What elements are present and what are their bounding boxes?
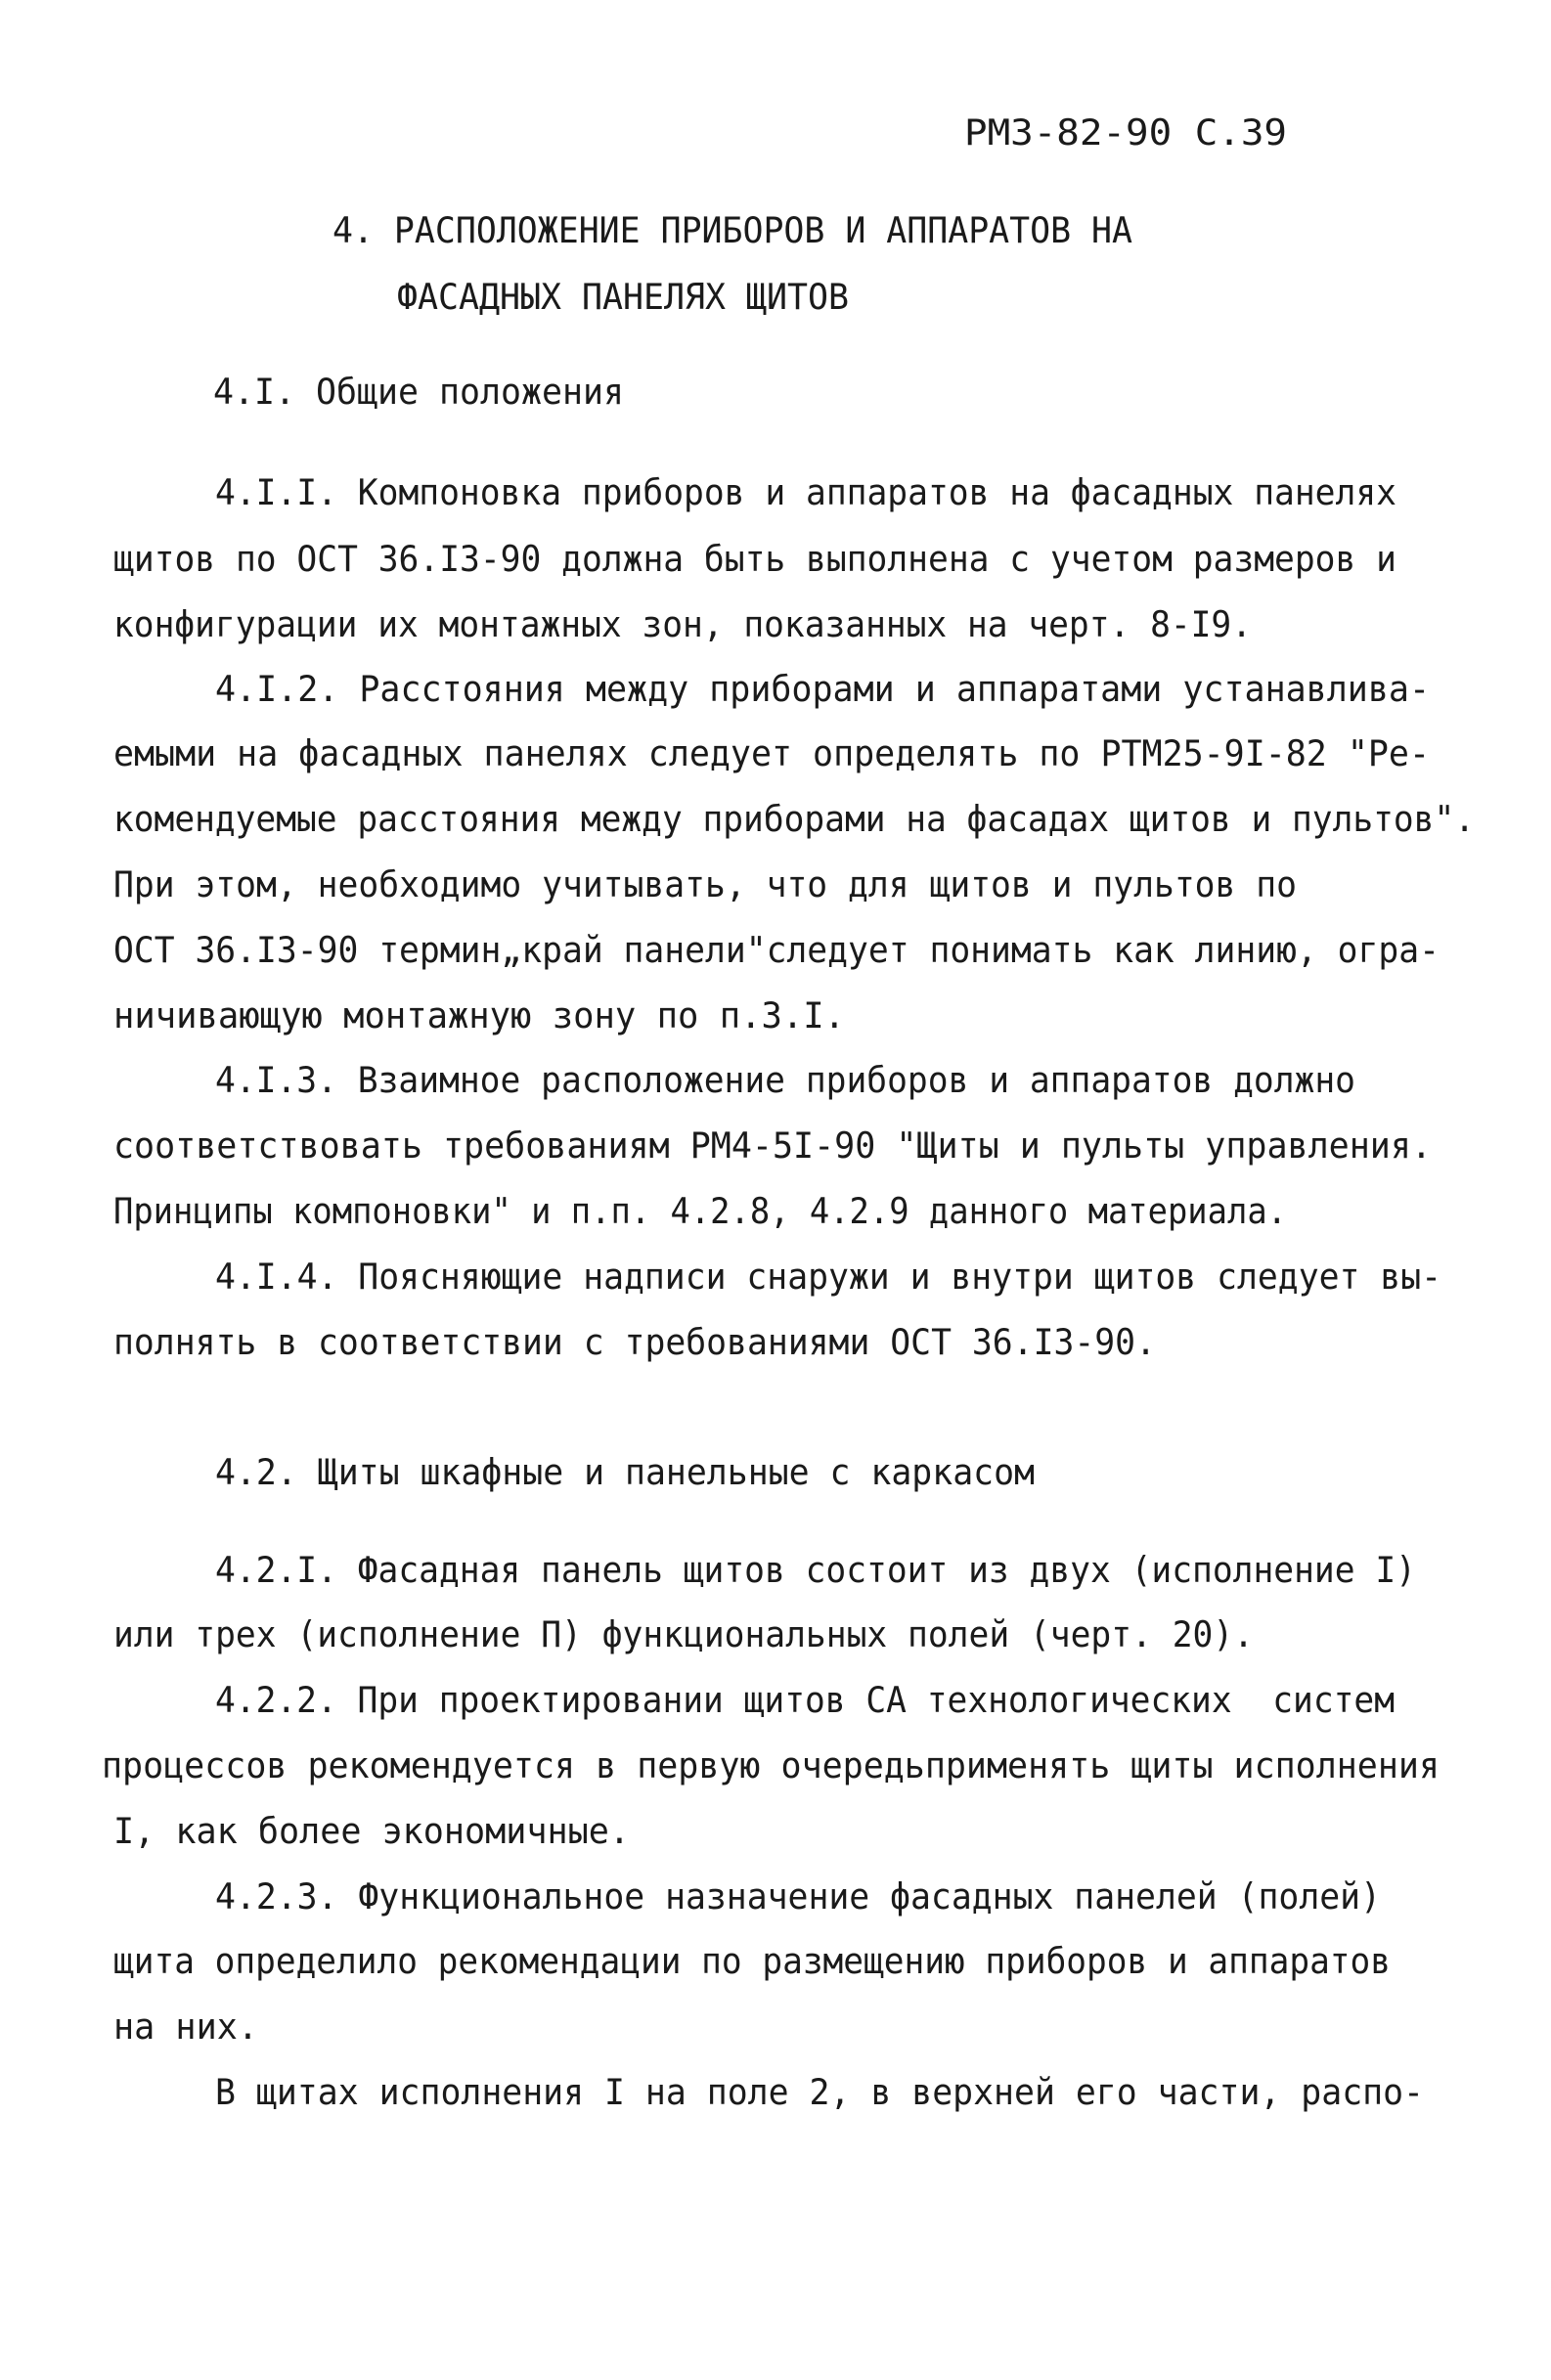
- section-title-line-1: 4. РАСПОЛОЖЕНИЕ ПРИБОРОВ И АППАРАТОВ НА: [332, 209, 1132, 251]
- paragraph-4-2-1-line-1: 4.2.I. Фасадная панель щитов состоит из двух (исполнение I): [215, 1549, 1416, 1591]
- paragraph-4-1-2-line-4: При этом, необходимо учитывать, что для щитов и пультов по: [113, 863, 1297, 905]
- section-title-line-2: ФАСАДНЫХ ПАНЕЛЯХ ЩИТОВ: [397, 276, 849, 318]
- paragraph-4-1-1-line-2: щитов по ОСТ 36.I3-90 должна быть выполнена с учетом размеров и: [113, 538, 1396, 580]
- paragraph-4-2-2-line-3: I, как более экономичные.: [113, 1810, 630, 1852]
- subsection-heading-4-1: 4.I. Общие положения: [213, 371, 624, 413]
- paragraph-4-2-2-line-2: процессов рекомендуется в первую очередьприменять щиты исполнения: [102, 1744, 1440, 1786]
- page-reference: РМЗ-82-90 С.39: [964, 111, 1287, 154]
- paragraph-4-1-4-line-2: полнять в соответствии с требованиями ОСТ 36.I3-90.: [113, 1321, 1156, 1363]
- paragraph-4-1-3-line-3: Принципы компоновки" и п.п. 4.2.8, 4.2.9 данного материала.: [113, 1190, 1287, 1232]
- paragraph-4-2-1-line-2: или трех (исполнение П) функциональных полей (черт. 20).: [113, 1613, 1254, 1655]
- paragraph-4-1-1-line-1: 4.I.I. Компоновка приборов и аппаратов на фасадных панелях: [215, 471, 1396, 513]
- paragraph-4-1-2-line-5: ОСТ 36.I3-90 термин„край панели"следует понимать как линию, огра-: [113, 929, 1440, 971]
- subsection-heading-4-2: 4.2. Щиты шкафные и панельные с каркасом: [215, 1451, 1035, 1493]
- paragraph-4-1-2-line-6: ничивающую монтажную зону по п.3.I.: [113, 994, 845, 1036]
- paragraph-4-1-2-line-1: 4.I.2. Расстояния между приборами и аппаратами устанавлива-: [215, 668, 1430, 710]
- paragraph-4-2-3-line-2: щита определило рекомендации по размещению приборов и аппаратов: [113, 1940, 1391, 1982]
- paragraph-4-1-4-line-1: 4.I.4. Поясняющие надписи снаружи и внутри щитов следует вы-: [215, 1256, 1441, 1298]
- paragraph-4-2-3-line-3: на них.: [113, 2005, 258, 2048]
- paragraph-4-1-3-line-1: 4.I.3. Взаимное расположение приборов и аппаратов должно: [215, 1059, 1355, 1101]
- paragraph-4-2-3-line-4: В щитах исполнения I на поле 2, в верхней его части, распо-: [215, 2071, 1424, 2113]
- paragraph-4-1-3-line-2: соответствовать требованиям РМ4-5I-90 "Щиты и пульты управления.: [113, 1124, 1432, 1167]
- paragraph-4-2-2-line-1: 4.2.2. При проектировании щитов СА технологических систем: [215, 1679, 1395, 1721]
- paragraph-4-1-2-line-3: комендуемые расстояния между приборами на фасадах щитов и пультов".: [113, 798, 1475, 840]
- paragraph-4-1-2-line-2: емыми на фасадных панелях следует определять по РТМ25-9I-82 "Ре-: [113, 732, 1430, 774]
- paragraph-4-2-3-line-1: 4.2.3. Функциональное назначение фасадных панелей (полей): [215, 1875, 1381, 1917]
- paragraph-4-1-1-line-3: конфигурации их монтажных зон, показанных на черт. 8-I9.: [113, 603, 1252, 645]
